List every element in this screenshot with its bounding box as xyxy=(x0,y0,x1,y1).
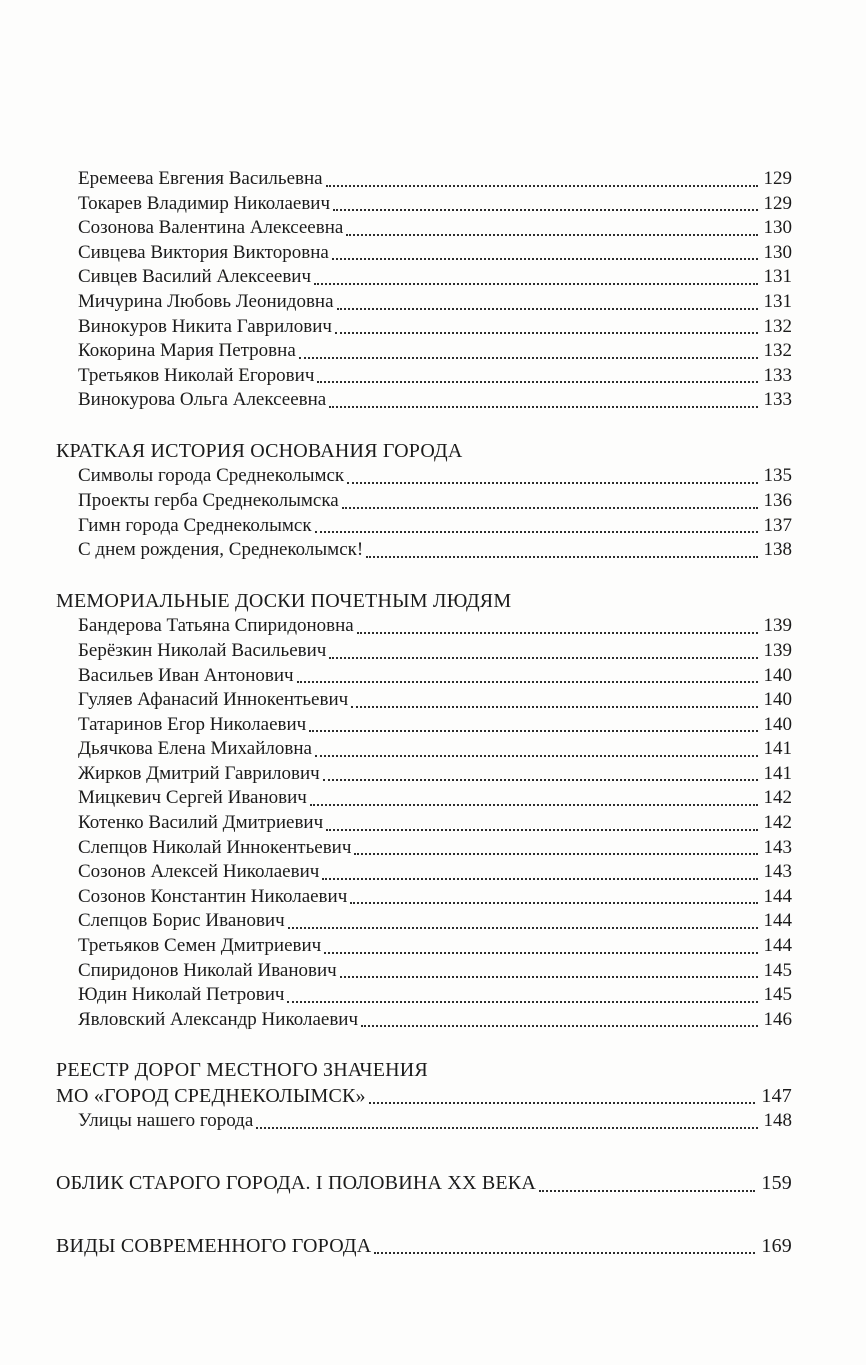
toc-entry xyxy=(56,216,792,241)
entry-title: Символы города Среднеколымск xyxy=(78,465,345,487)
dot-leader xyxy=(317,381,757,383)
dot-leader xyxy=(351,706,757,708)
dot-leader xyxy=(342,507,758,509)
toc-entry xyxy=(56,983,792,1008)
entry-title: Третьяков Николай Егорович xyxy=(78,364,315,386)
page-number: 135 xyxy=(763,465,792,487)
dot-leader xyxy=(354,853,757,855)
toc-entry xyxy=(56,167,792,192)
toc-entry xyxy=(56,538,792,563)
dot-leader xyxy=(374,1252,755,1254)
toc-section xyxy=(56,589,792,1033)
dot-leader xyxy=(314,283,757,285)
dot-leader xyxy=(329,657,757,659)
dot-leader xyxy=(288,927,758,929)
toc-entry xyxy=(56,1109,792,1134)
page-number: 141 xyxy=(763,738,792,760)
page-number: 145 xyxy=(763,984,792,1006)
toc-entry xyxy=(56,290,792,315)
section-heading xyxy=(56,1234,792,1260)
dot-leader xyxy=(332,258,758,260)
section-heading xyxy=(56,589,792,615)
toc-entry xyxy=(56,364,792,389)
toc-entry xyxy=(56,786,792,811)
page-number: 140 xyxy=(763,664,792,686)
dot-leader xyxy=(299,357,758,359)
toc-entry xyxy=(56,388,792,413)
dot-leader xyxy=(326,829,757,831)
page-number: 136 xyxy=(763,490,792,512)
toc-entry xyxy=(56,315,792,340)
section-heading-text: ОБЛИК СТАРОГО ГОРОДА. I ПОЛОВИНА XX ВЕКА xyxy=(56,1172,536,1194)
entry-title: Гуляев Афанасий Иннокентьевич xyxy=(78,689,349,711)
entry-title: Токарев Владимир Николаевич xyxy=(78,192,331,214)
entry-title: Винокурова Ольга Алексеевна xyxy=(78,389,327,411)
page-number: 139 xyxy=(763,639,792,661)
toc-entry xyxy=(56,909,792,934)
page-number: 142 xyxy=(763,812,792,834)
page-number: 131 xyxy=(763,290,792,312)
page-number: 147 xyxy=(761,1084,792,1107)
entry-title: Юдин Николай Петрович xyxy=(78,984,285,1006)
entry-title: С днем рождения, Среднеколымск! xyxy=(78,539,364,561)
page-number: 133 xyxy=(763,364,792,386)
entry-title: Мицкевич Сергей Иванович xyxy=(78,787,307,809)
toc-entry xyxy=(56,959,792,984)
entry-title: Явловский Александр Николаевич xyxy=(78,1008,359,1030)
dot-leader xyxy=(350,902,757,904)
section-heading-text: МО «ГОРОД СРЕДНЕКОЛЫМСК» xyxy=(56,1084,366,1107)
dot-leader xyxy=(357,632,758,634)
dot-leader xyxy=(315,755,758,757)
page-number: 144 xyxy=(763,935,792,957)
page-number: 143 xyxy=(763,861,792,883)
page-number: 129 xyxy=(763,192,792,214)
dot-leader xyxy=(337,308,758,310)
toc-entry xyxy=(56,489,792,514)
page-number: 132 xyxy=(763,315,792,337)
toc-entry xyxy=(56,860,792,885)
entry-title: Винокуров Никита Гаврилович xyxy=(78,315,332,337)
section-heading xyxy=(56,439,792,465)
toc-content xyxy=(56,167,792,1259)
entry-title: Котенко Василий Дмитриевич xyxy=(78,812,324,834)
dot-leader xyxy=(256,1127,757,1129)
dot-leader xyxy=(335,332,758,334)
toc-entry xyxy=(56,514,792,539)
page-number: 145 xyxy=(763,959,792,981)
entry-title: Проекты герба Среднеколымска xyxy=(78,490,339,512)
toc-entry xyxy=(56,614,792,639)
entry-title: Берёзкин Николай Васильевич xyxy=(78,639,327,661)
page-number: 137 xyxy=(763,514,792,536)
entry-title: Созонов Константин Николаевич xyxy=(78,885,348,907)
entry-title: Татаринов Егор Николаевич xyxy=(78,713,307,735)
page-number: 129 xyxy=(763,168,792,189)
entry-title: Сивцева Виктория Викторовна xyxy=(78,241,329,263)
section-heading xyxy=(56,1171,792,1197)
toc-entry xyxy=(56,713,792,738)
toc-entry xyxy=(56,1008,792,1033)
dot-leader xyxy=(315,531,758,533)
entry-title: Созонов Алексей Николаевич xyxy=(78,861,320,883)
page-number: 141 xyxy=(763,762,792,784)
entry-title: Созонова Валентина Алексеевна xyxy=(78,217,344,239)
toc-entry xyxy=(56,762,792,787)
toc-section xyxy=(56,1171,792,1197)
dot-leader xyxy=(539,1190,755,1192)
page-number: 131 xyxy=(763,266,792,288)
page-number: 143 xyxy=(763,836,792,858)
page-number: 138 xyxy=(763,539,792,561)
page-number: 142 xyxy=(763,787,792,809)
dot-leader xyxy=(361,1025,757,1027)
section-heading-text: ВИДЫ СОВРЕМЕННОГО ГОРОДА xyxy=(56,1234,372,1257)
dot-leader xyxy=(297,681,758,683)
dot-leader xyxy=(326,185,758,187)
toc-entry xyxy=(56,664,792,689)
entry-title: Еремеева Евгения Васильевна xyxy=(78,168,323,189)
section-heading-text: МЕМОРИАЛЬНЫЕ ДОСКИ ПОЧЕТНЫМ ЛЮДЯМ xyxy=(56,589,512,612)
entry-title: Спиридонов Николай Иванович xyxy=(78,959,337,981)
dot-leader xyxy=(347,482,757,484)
entry-title: Кокорина Мария Петровна xyxy=(78,340,296,362)
page-number: 159 xyxy=(761,1172,792,1194)
entry-title: Жирков Дмитрий Гаврилович xyxy=(78,762,320,784)
page-number: 130 xyxy=(763,217,792,239)
entry-title: Слепцов Борис Иванович xyxy=(78,910,285,932)
toc-entry xyxy=(56,836,792,861)
toc-entry xyxy=(56,934,792,959)
dot-leader xyxy=(346,234,757,236)
toc-entry xyxy=(56,265,792,290)
section-heading-text: РЕЕСТР ДОРОГ МЕСТНОГО ЗНАЧЕНИЯ xyxy=(56,1059,428,1082)
page-number: 140 xyxy=(763,689,792,711)
toc-entry xyxy=(56,811,792,836)
toc-entry xyxy=(56,688,792,713)
dot-leader xyxy=(322,878,757,880)
toc-entry xyxy=(56,639,792,664)
dot-leader xyxy=(369,1102,756,1104)
toc-section xyxy=(56,1234,792,1260)
toc-entry xyxy=(56,241,792,266)
page-number: 148 xyxy=(763,1110,792,1132)
dot-leader xyxy=(287,1001,757,1003)
toc-entry xyxy=(56,737,792,762)
page-number: 140 xyxy=(763,713,792,735)
toc-section xyxy=(56,439,792,563)
toc-entry xyxy=(56,192,792,217)
page-number: 146 xyxy=(763,1008,792,1030)
toc-entry xyxy=(56,885,792,910)
dot-leader xyxy=(329,406,757,408)
page-number: 169 xyxy=(761,1234,792,1257)
page-number: 132 xyxy=(763,340,792,362)
entry-title: Третьяков Семен Дмитриевич xyxy=(78,935,322,957)
entry-title: Улицы нашего города xyxy=(78,1110,254,1132)
page-number: 144 xyxy=(763,885,792,907)
section-heading xyxy=(56,1084,792,1110)
dot-leader xyxy=(323,779,758,781)
dot-leader xyxy=(309,730,757,732)
dot-leader xyxy=(333,209,757,211)
section-heading xyxy=(56,1058,792,1084)
toc-section xyxy=(56,167,792,413)
entry-title: Слепцов Николай Иннокентьевич xyxy=(78,836,352,858)
entry-title: Дьячкова Елена Михайловна xyxy=(78,738,312,760)
page-number: 144 xyxy=(763,910,792,932)
page-number: 139 xyxy=(763,615,792,637)
dot-leader xyxy=(324,952,757,954)
toc-entry xyxy=(56,339,792,364)
entry-title: Бандерова Татьяна Спиридоновна xyxy=(78,615,354,637)
page-number: 133 xyxy=(763,389,792,411)
entry-title: Мичурина Любовь Леонидовна xyxy=(78,290,334,312)
toc-section xyxy=(56,1058,792,1134)
dot-leader xyxy=(310,804,758,806)
entry-title: Сивцев Василий Алексеевич xyxy=(78,266,312,288)
section-heading-text: КРАТКАЯ ИСТОРИЯ ОСНОВАНИЯ ГОРОДА xyxy=(56,439,463,462)
dot-leader xyxy=(366,556,757,558)
toc-entry xyxy=(56,464,792,489)
page-number: 130 xyxy=(763,241,792,263)
entry-title: Васильев Иван Антонович xyxy=(78,664,294,686)
entry-title: Гимн города Среднеколымск xyxy=(78,514,312,536)
dot-leader xyxy=(340,976,758,978)
